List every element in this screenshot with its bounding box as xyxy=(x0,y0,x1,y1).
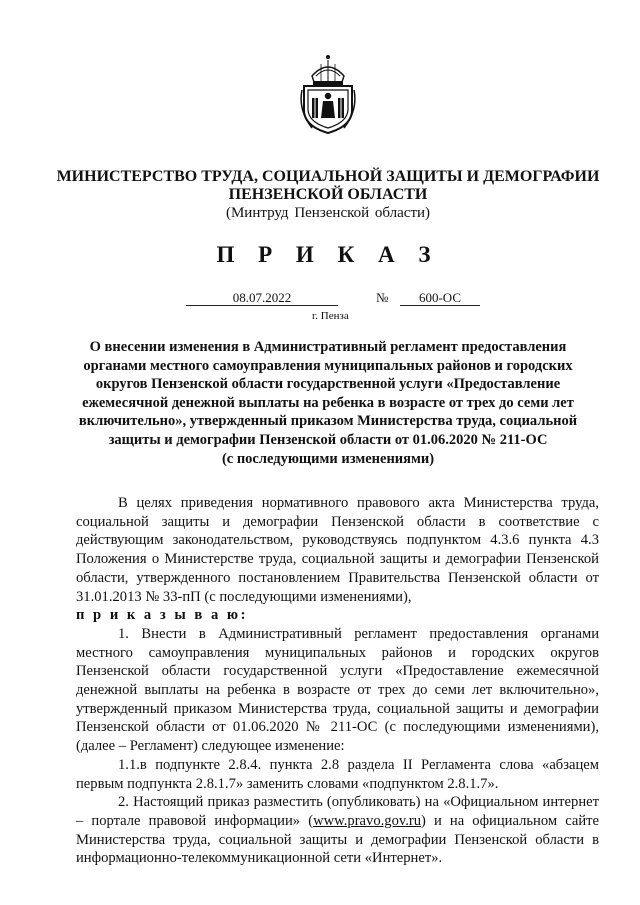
order-subject xyxy=(72,338,584,468)
pravo-gov-link[interactable]: www.pravo.gov.ru xyxy=(313,812,422,829)
subject-line: ежемесячной денежной выплаты на ребенка в возрасте от трех до семи лет xyxy=(82,394,574,411)
ministry-short-name: (Минтруд Пензенской области) xyxy=(225,205,431,221)
subject-line: органами местного самоуправления муниципальных районов и городских xyxy=(83,357,573,374)
subject-line: округов Пензенской области государственной услуги «Предоставление xyxy=(95,376,561,393)
preamble-paragraph: В целях приведения нормативного правового акта Министерства труда, социальной защиты и демографии Пензенской области в соответствие с действующим законодательством, руководствуясь подпунктом 4.3.6 пункта 4.3 Положения о Министерстве труда, социальной защиты и демографии Пензенской области, утвержденного постановлением Правительства Пензенской области от 31.01.2013 № 33-пП (с последующими изменениями), xyxy=(76,495,599,605)
ministry-name-line2: ПЕНЗЕНСКОЙ ОБЛАСТИ xyxy=(228,186,428,203)
order-number-sign: № xyxy=(376,290,389,305)
ministry-name xyxy=(50,168,606,204)
prikazyvayu-word: п р и к а з ы в а ю: xyxy=(76,607,248,624)
order-title: П Р И К А З xyxy=(216,242,440,267)
order-city: г. Пенза xyxy=(312,310,349,322)
item-2-text-end: ) и на официальном сайте Министерства труда, социальной защиты и демографии Пензенской области в информационно-телекоммуникационной сети «Интернет». xyxy=(76,812,599,867)
penza-region-coat-of-arms-icon xyxy=(298,54,358,136)
subject-line: (с последующими изменениями) xyxy=(221,450,435,467)
prikazyvayu-paragraph xyxy=(76,606,599,625)
ministry-name-line1: МИНИСТЕРСТВО ТРУДА, СОЦИАЛЬНОЙ ЗАЩИТЫ И ДЕМОГРАФИИ xyxy=(56,168,600,185)
item-2-paragraph xyxy=(76,793,599,868)
order-date: 08.07.2022 xyxy=(186,290,338,306)
order-number: 600-ОС xyxy=(400,290,480,306)
order-body xyxy=(76,494,599,868)
subject-line: защиты и демографии Пензенской области от 01.06.2020 № 211-ОС xyxy=(108,431,548,448)
item-1-paragraph: 1. Внести в Административный регламент предоставления органами местного самоуправления муниципальных районов и городских округов Пензенской области государственной услуги «Предоставление ежемесячной денежной выплаты на ребенка в возрасте от трех до семи лет включительно», утвержденный приказом Министерства труда, социальной защиты и демографии Пензенской области от 01.06.2020 № 211-ОС (с последующими изменениями), (далее – Регламент) следующее изменение: xyxy=(76,625,599,755)
subject-line: О внесении изменения в Административный регламент предоставления xyxy=(89,339,567,355)
subject-line: включительно», утвержденный приказом Министерства труда, социальной xyxy=(78,413,578,430)
item-1-1-paragraph: 1.1.в подпункте 2.8.4. пункта 2.8 раздела II Регламента слова «абзацем первым подпункта 2.8.1.7» заменить словами «подпунктом 2.8.1.7». xyxy=(76,756,599,792)
item-2-text-start: 2. Настоящий приказ разместить (опубликовать) на «Официальном интернет – портале правовой информации» ( xyxy=(76,794,599,829)
